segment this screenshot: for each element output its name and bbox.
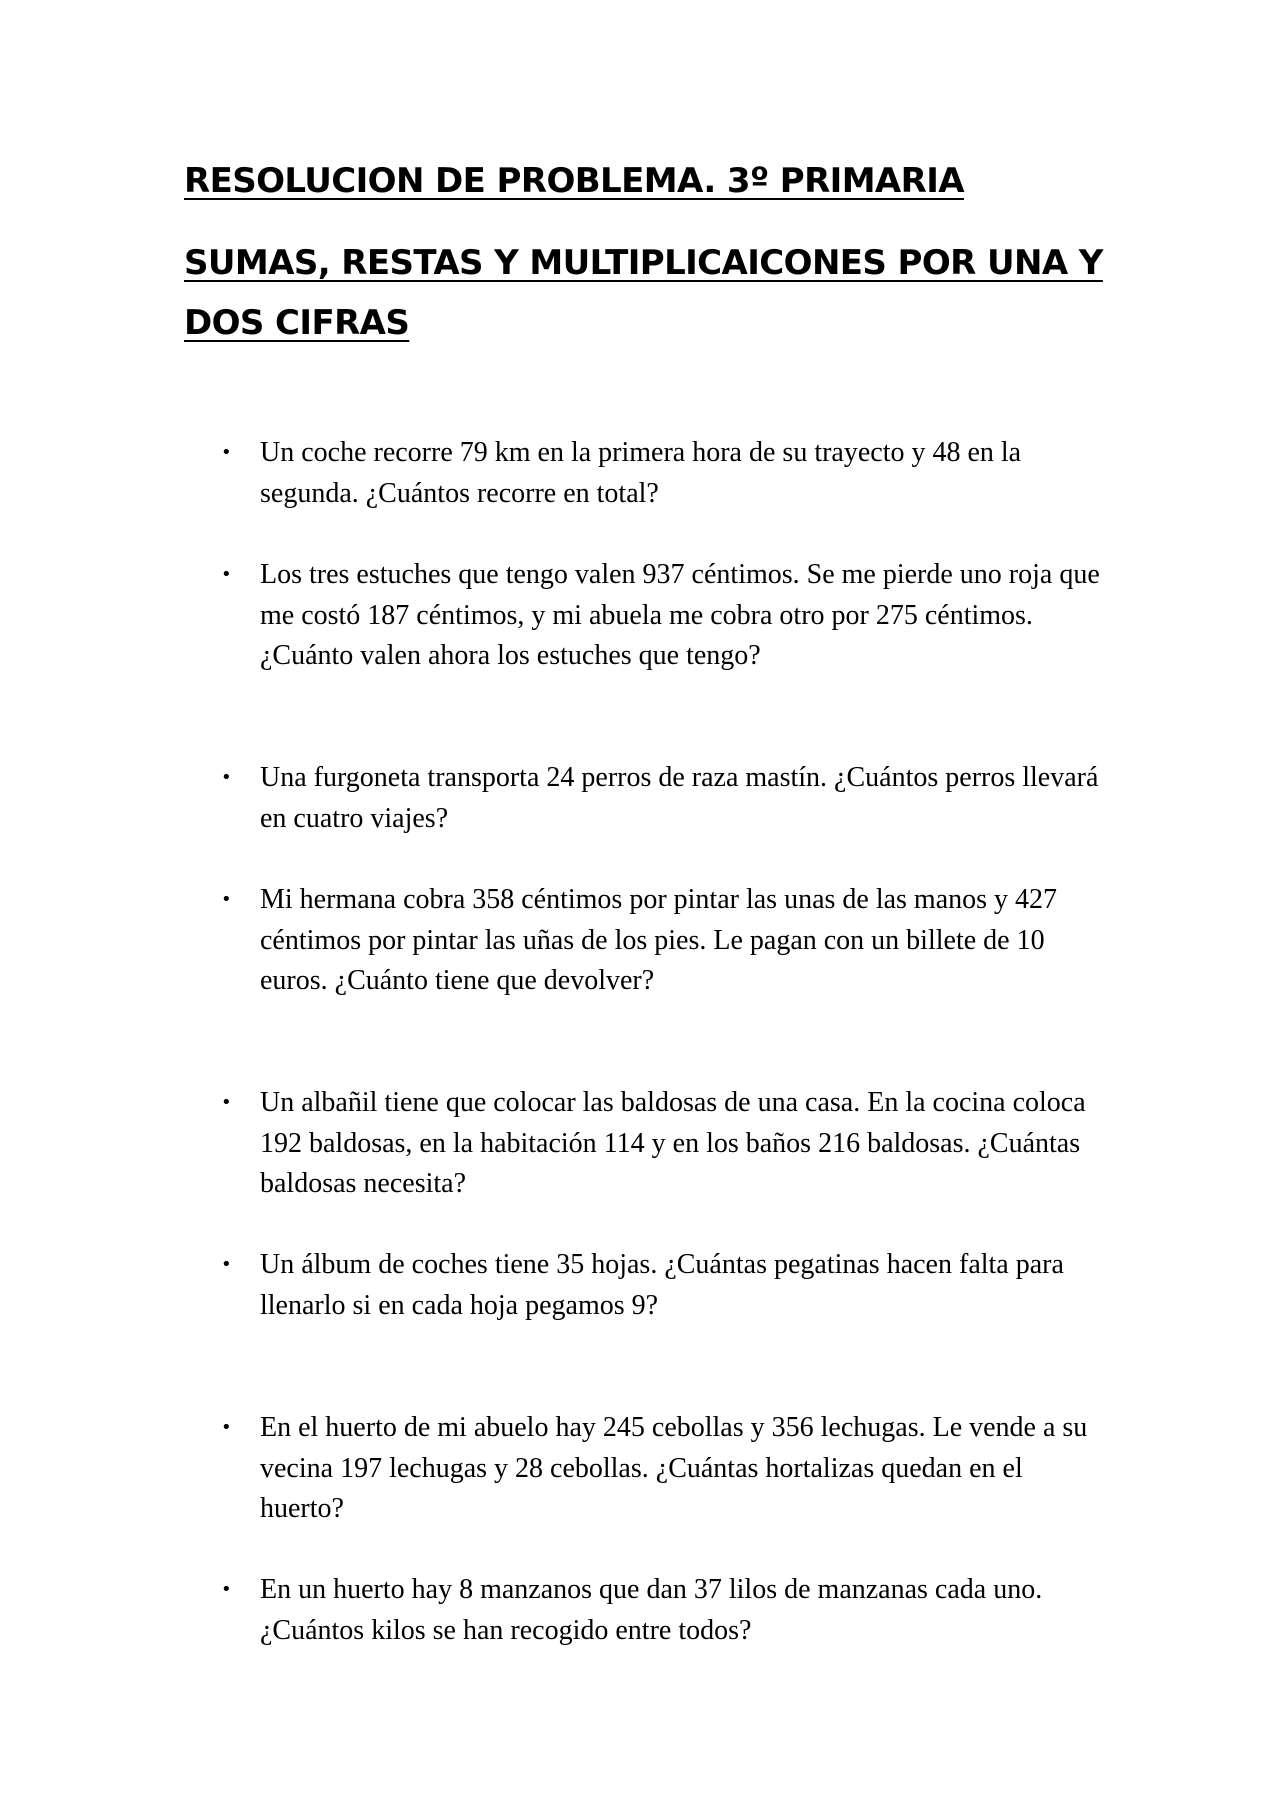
problem-item	[221, 433, 1110, 514]
problem-text: Una furgoneta transporta 24 perros de raza mastín. ¿Cuántos perros llevará en cuatro viajes?	[260, 762, 1099, 834]
problem-text: Un albañil tiene que colocar las baldosas de una casa. En la cocina coloca 192 baldosas, en la habitación 114 y en los baños 216 baldosas. ¿Cuántas baldosas necesita?	[260, 1087, 1086, 1199]
problem-text: En un huerto hay 8 manzanos que dan 37 lilos de manzanas cada uno. ¿Cuántos kilos se han recogido entre todos?	[260, 1574, 1043, 1646]
bullet-icon: •	[221, 1417, 232, 1438]
problem-text: Mi hermana cobra 358 céntimos por pintar las unas de las manos y 427 céntimos por pintar las uñas de los pies. Le pagan con un billete de 10 euros. ¿Cuánto tiene que devolver?	[260, 884, 1058, 996]
bullet-icon: •	[221, 1254, 232, 1275]
problem-item	[221, 1570, 1110, 1651]
problem-text: Los tres estuches que tengo valen 937 céntimos. Se me pierde uno roja que me costó 187 céntimos, y mi abuela me cobra otro por 275 céntimos. ¿Cuánto valen ahora los estuches que tengo?	[260, 559, 1100, 671]
problem-item	[221, 880, 1110, 1002]
problem-text: Un álbum de coches tiene 35 hojas. ¿Cuántas pegatinas hacen falta para llenarlo si en cada hoja pegamos 9?	[260, 1249, 1064, 1321]
worksheet-title: RESOLUCION DE PROBLEMA. 3º PRIMARIA	[184, 161, 964, 201]
bullet-icon: •	[221, 564, 232, 585]
problem-item	[221, 758, 1110, 839]
worksheet-subtitle: SUMAS, RESTAS Y MULTIPLICAICONES POR UNA Y DOS CIFRAS	[184, 243, 1103, 343]
problem-item	[221, 1408, 1110, 1530]
bullet-icon: •	[221, 1579, 232, 1600]
bullet-icon: •	[221, 767, 232, 788]
problem-item	[221, 555, 1110, 677]
bullet-icon: •	[221, 442, 232, 463]
bullet-icon: •	[221, 1092, 232, 1113]
problem-item	[221, 1083, 1110, 1205]
bullet-icon: •	[221, 889, 232, 910]
problem-item	[221, 1245, 1110, 1326]
problem-text: En el huerto de mi abuelo hay 245 cebollas y 356 lechugas. Le vende a su vecina 197 lechugas y 28 cebollas. ¿Cuántas hortalizas quedan en el huerto?	[260, 1412, 1088, 1524]
problem-text: Un coche recorre 79 km en la primera hora de su trayecto y 48 en la segunda. ¿Cuántos recorre en total?	[260, 437, 1022, 509]
